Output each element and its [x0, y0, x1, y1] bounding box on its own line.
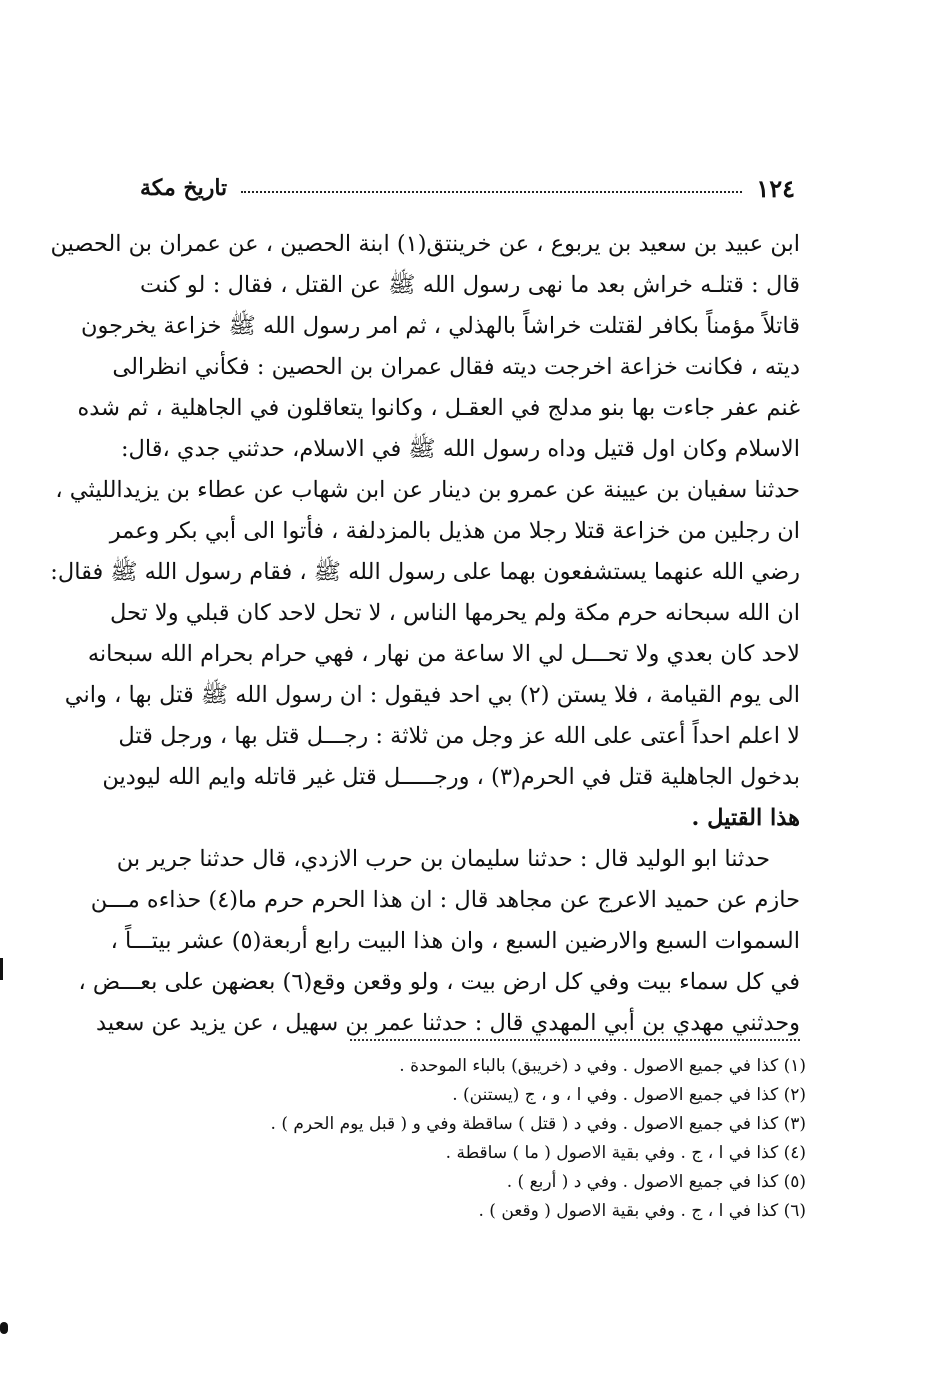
text-line: ان رجلين من خزاعة قتلا رجلا من هذيل بالمزدلفة ، فأتوا الى أبي بكر وعمر — [109, 518, 800, 544]
header-dotted-leader — [241, 191, 742, 193]
text-line: الى يوم القيامة ، فلا يستن (٢) بي احد فيقول : ان رسول الله ﷺ قتل بها ، واني — [64, 682, 800, 708]
footnote: (٥) كذا في جميع الاصول . وفي د ( أربع ) . — [506, 1172, 806, 1192]
text-line: بدخول الجاهلية قتل في الحرم(٣) ، ورجـــــل قتل غير قاتله وايم الله ليودين — [102, 764, 800, 790]
text-line: غنم عفر جاءت بها بنو مدلج في العقـل ، وكانوا يتعاقلون في الجاهلية ، ثم شده — [77, 395, 800, 421]
text-line: حدثنا ابو الوليد قال : حدثنا سليمان بن حرب الازدي، قال حدثنا جرير بن — [116, 846, 770, 872]
text-line: ديته ، فكانت خزاعة اخرجت ديته فقال عمران بن الحصين : فكأني انظرالى — [112, 354, 800, 380]
text-line: رضي الله عنهما يستشفعون بهما على رسول الله ﷺ ، فقام رسول الله ﷺ فقال: — [50, 559, 800, 585]
running-title: تاريخ مكة — [140, 175, 228, 201]
footnote-separator — [350, 1039, 800, 1041]
page-header — [140, 168, 795, 208]
text-line: لاحد كان بعدي ولا تحـــل لي الا ساعة من نهار ، فهي حرام بحرام الله سبحانه — [87, 641, 800, 667]
footnote: (١) كذا في جميع الاصول . وفي د (خريبق) بالباء الموحدة . — [399, 1056, 806, 1076]
footnote: (٤) كذا في ا ، ج . وفي بقية الاصول ( ما ) ساقطة . — [445, 1143, 806, 1163]
text-line: حازم عن حميد الاعرج عن مجاهد قال : ان هذا الحرم حرم ما(٤) حذاءه مـــن — [90, 887, 800, 913]
main-text — [50, 224, 800, 1044]
text-line: في كل سماء بيت وفي كل ارض بيت ، ولو وقعن وقع(٦) بعضهن على بعـــض ، — [78, 969, 800, 995]
footnote: (٢) كذا في جميع الاصول . وفي ا ، و ، ج (يستنن) . — [452, 1085, 806, 1105]
footnote: (٣) كذا في جميع الاصول . وفي د ( قتل ) ساقطة وفي و ( قبل يوم الحرم ) . — [270, 1114, 806, 1134]
scan-edge-mark — [0, 1322, 8, 1334]
text-line: السموات السبع والارضين السبع ، وان هذا البيت رابع أربعة(٥) عشر بيتـــاً ، — [110, 928, 800, 954]
scan-edge-mark — [0, 958, 3, 980]
text-line: لا اعلم احداً أعتى على الله عز وجل من ثلاثة : رجـــل قتل بها ، ورجل قتل — [118, 723, 800, 749]
text-line: حدثنا سفيان بن عيينة عن عمرو بن دينار عن ابن شهاب عن عطاء بن يزيدالليثي ، — [55, 477, 800, 503]
text-line: هذا القتيل . — [691, 805, 800, 831]
text-line: ابن عبيد بن سعيد بن يربوع ، عن خرينتق(١) ابنة الحصين ، عن عمران بن الحصين — [50, 231, 800, 257]
text-line: قال : قتلـه خراش بعد ما نهى رسول الله ﷺ عن القتل ، فقال : لو كنت — [140, 272, 800, 298]
text-line: ان الله سبحانه حرم مكة ولم يحرمها الناس ، لا تحل لاحد كان قبلي ولا تحل — [109, 600, 800, 626]
text-line: الاسلام وكان اول قتيل وداه رسول الله ﷺ في الاسلام، حدثني جدي ،قال: — [120, 436, 800, 462]
page-number: ١٢٤ — [756, 173, 795, 203]
text-line: وحدثني مهدي بن أبي المهدي قال : حدثنا عمر بن سهيل ، عن يزيد عن سعيد — [96, 1010, 800, 1036]
footnotes — [140, 1052, 810, 1226]
text-line: قاتلاً مؤمناً بكافر لقتلت خراشاً بالهذلي ، ثم امر رسول الله ﷺ خزاعة يخرجون — [80, 313, 800, 339]
footnote: (٦) كذا في ا ، ج . وفي بقية الاصول ( وقعن ) . — [478, 1201, 806, 1221]
